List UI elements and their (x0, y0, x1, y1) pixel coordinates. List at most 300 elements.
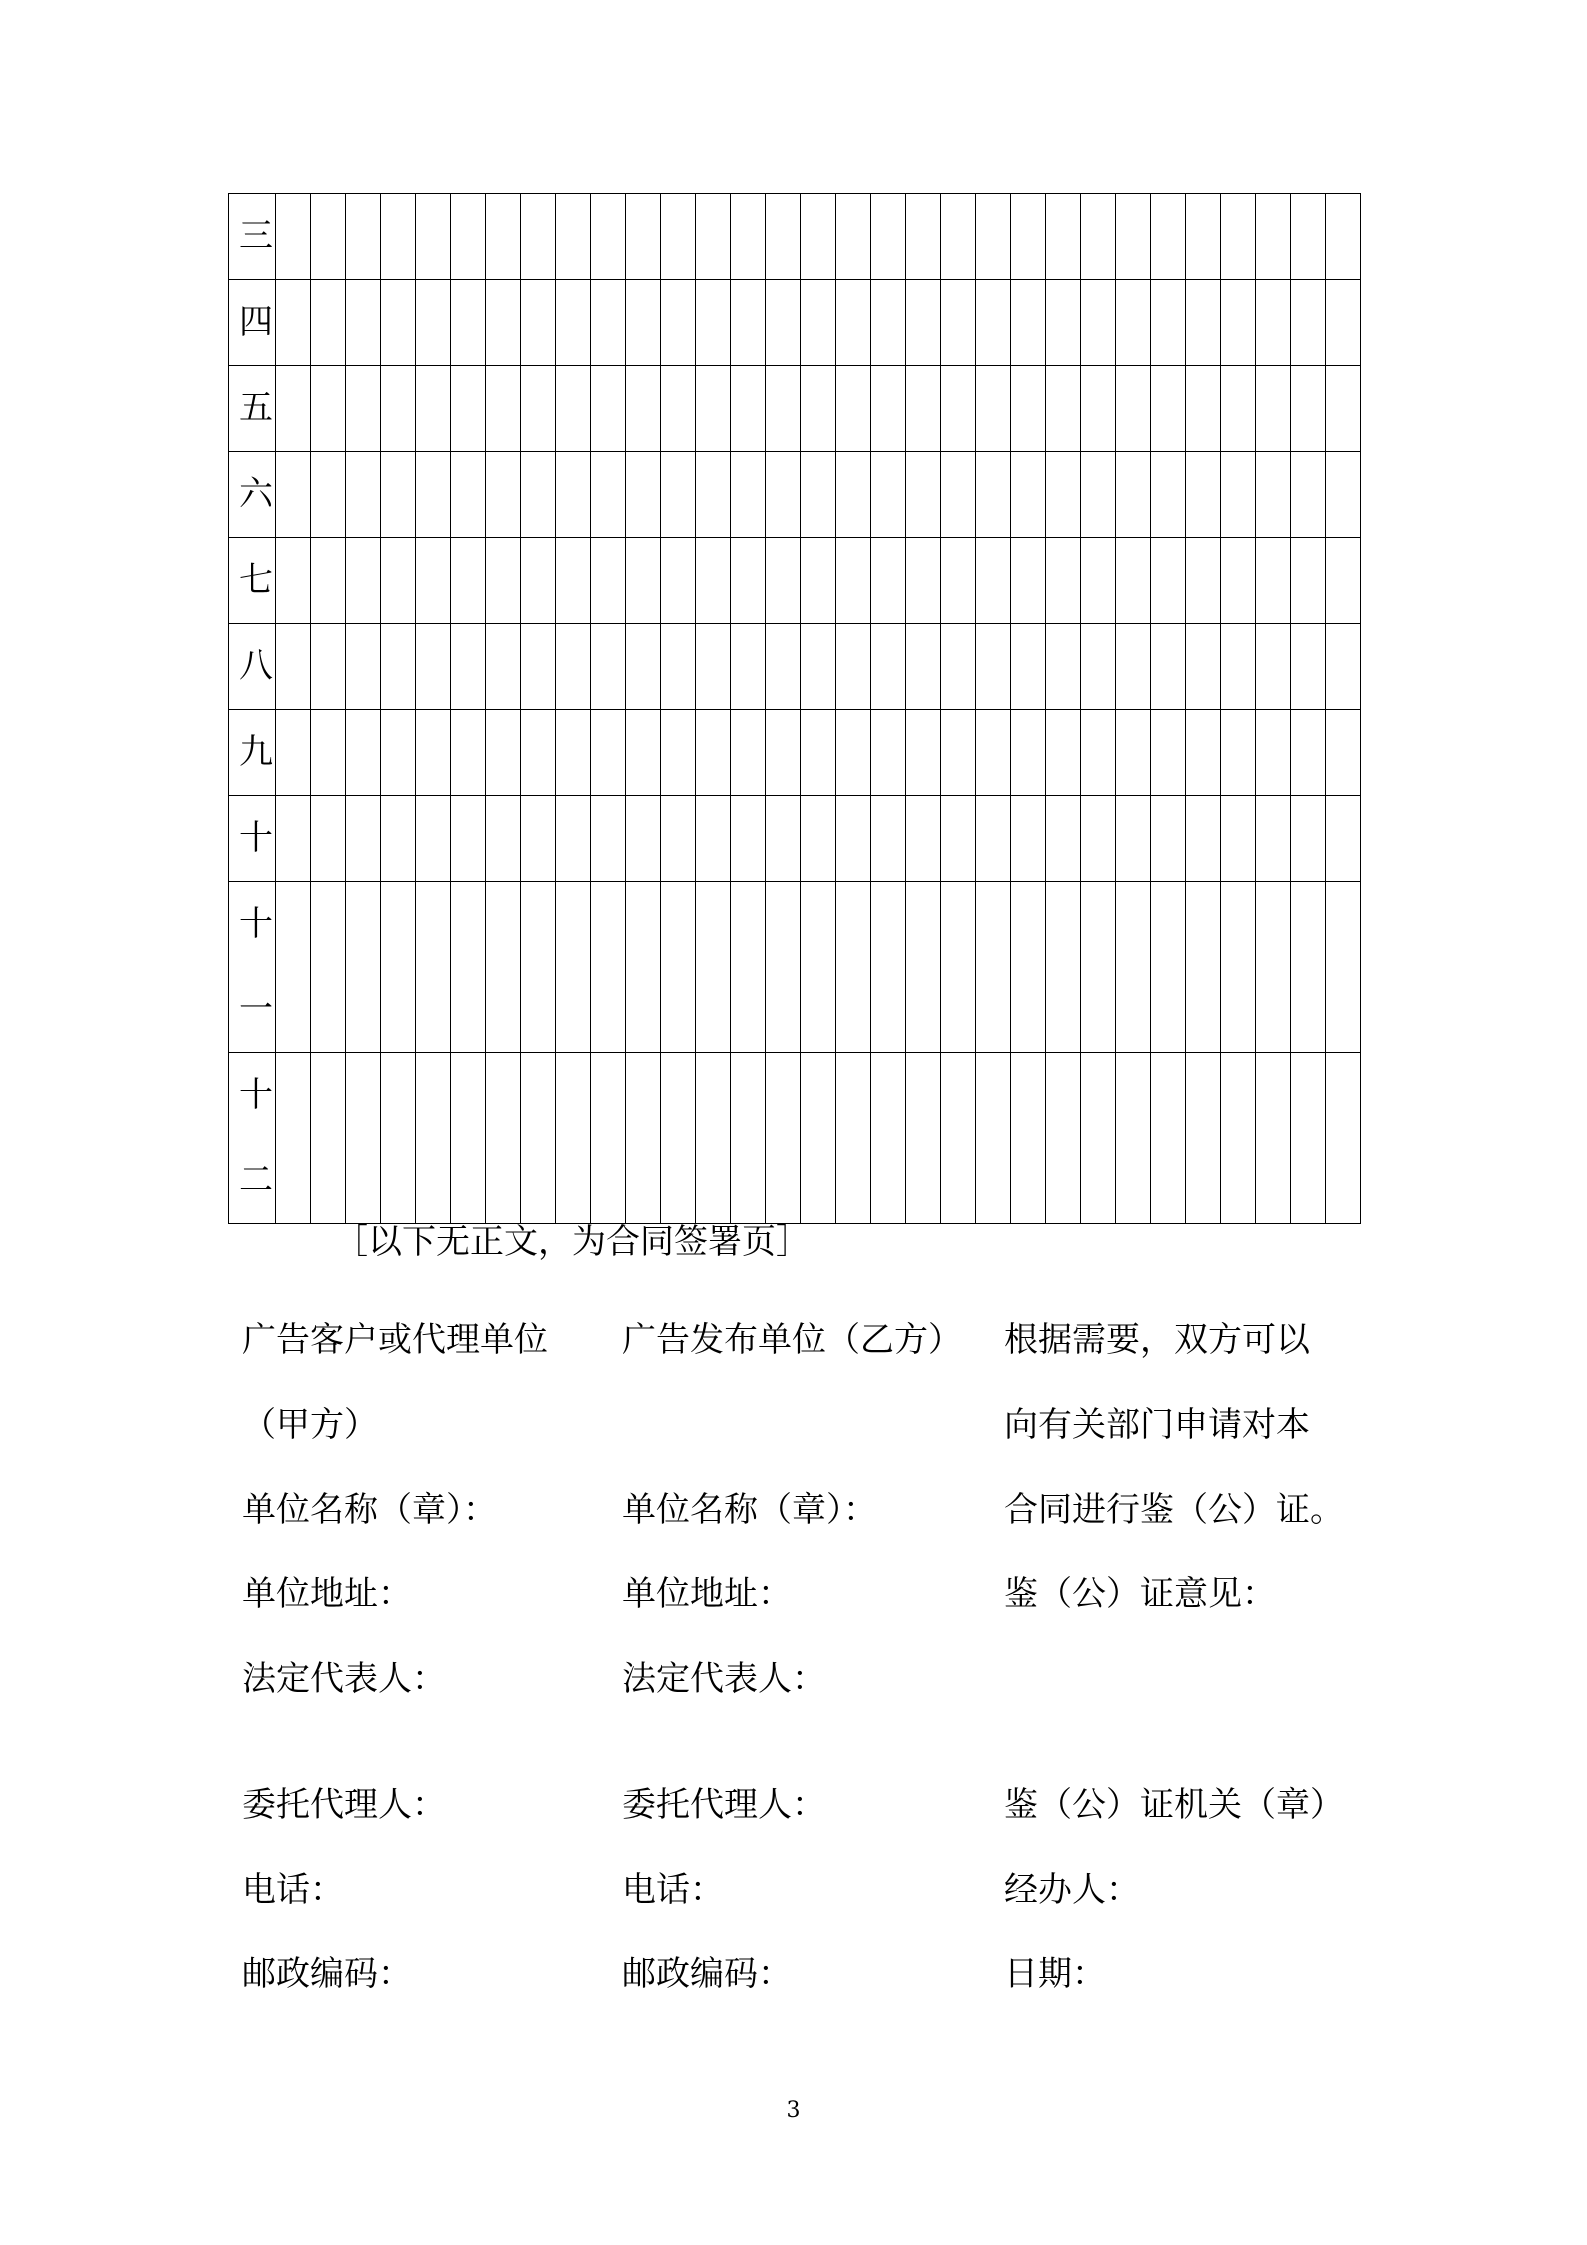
schedule-cell (1326, 882, 1361, 1053)
schedule-cell (906, 538, 941, 624)
schedule-cell (346, 452, 381, 538)
schedule-cell (346, 194, 381, 280)
schedule-cell (1291, 882, 1326, 1053)
schedule-cell (731, 194, 766, 280)
party-a-phone-field: 电话： (242, 1870, 344, 1910)
schedule-cell (451, 538, 486, 624)
schedule-cell (766, 1053, 801, 1224)
schedule-cell (486, 366, 521, 452)
schedule-cell (661, 280, 696, 366)
schedule-cell (976, 194, 1011, 280)
schedule-cell (276, 194, 311, 280)
schedule-cell (451, 624, 486, 710)
schedule-cell (556, 796, 591, 882)
schedule-cell (556, 538, 591, 624)
schedule-cell (1081, 280, 1116, 366)
schedule-cell (1326, 1053, 1361, 1224)
schedule-cell (416, 796, 451, 882)
schedule-cell (1151, 796, 1186, 882)
schedule-cell (1291, 538, 1326, 624)
schedule-cell (1326, 366, 1361, 452)
schedule-cell (1186, 452, 1221, 538)
schedule-cell (1081, 882, 1116, 1053)
schedule-cell (976, 280, 1011, 366)
schedule-cell (311, 366, 346, 452)
schedule-cell (1081, 366, 1116, 452)
schedule-cell (1186, 366, 1221, 452)
schedule-cell (1326, 452, 1361, 538)
party-b-agent-field: 委托代理人： (622, 1785, 826, 1825)
schedule-cell (1116, 796, 1151, 882)
schedule-cell (731, 882, 766, 1053)
schedule-row (229, 366, 1361, 452)
party-a-header-line1: 广告客户或代理单位 (242, 1320, 548, 1360)
schedule-grid (228, 193, 1361, 1224)
schedule-cell (381, 624, 416, 710)
schedule-cell (1151, 280, 1186, 366)
schedule-cell (591, 538, 626, 624)
schedule-cell (1046, 1053, 1081, 1224)
schedule-cell (626, 366, 661, 452)
schedule-cell (906, 624, 941, 710)
schedule-row (229, 796, 1361, 882)
schedule-cell (1291, 280, 1326, 366)
schedule-cell (381, 280, 416, 366)
schedule-cell (381, 452, 416, 538)
schedule-cell (836, 710, 871, 796)
schedule-cell (836, 796, 871, 882)
schedule-cell (381, 366, 416, 452)
schedule-cell (836, 280, 871, 366)
schedule-cell (661, 194, 696, 280)
schedule-cell (311, 194, 346, 280)
schedule-row-label: 七 (229, 538, 276, 624)
schedule-cell (416, 452, 451, 538)
schedule-cell (661, 538, 696, 624)
notary-opinion-field: 鉴（公）证意见： (1004, 1574, 1276, 1614)
schedule-cell (1291, 366, 1326, 452)
schedule-cell (486, 624, 521, 710)
schedule-cell (1221, 538, 1256, 624)
notary-date-field: 日期： (1004, 1954, 1106, 1994)
schedule-cell (1151, 1053, 1186, 1224)
schedule-cell (416, 882, 451, 1053)
schedule-cell (1011, 796, 1046, 882)
schedule-cell (1116, 366, 1151, 452)
schedule-cell (1046, 882, 1081, 1053)
schedule-cell (416, 538, 451, 624)
schedule-cell (731, 710, 766, 796)
schedule-cell (766, 194, 801, 280)
schedule-cell (871, 366, 906, 452)
schedule-cell (346, 710, 381, 796)
schedule-cell (976, 452, 1011, 538)
schedule-cell (1081, 194, 1116, 280)
schedule-cell (906, 194, 941, 280)
schedule-cell (941, 280, 976, 366)
schedule-cell (1256, 452, 1291, 538)
schedule-cell (486, 796, 521, 882)
schedule-cell (871, 882, 906, 1053)
schedule-cell (766, 624, 801, 710)
schedule-cell (1221, 796, 1256, 882)
schedule-cell (801, 796, 836, 882)
schedule-cell (906, 1053, 941, 1224)
schedule-cell (1011, 882, 1046, 1053)
schedule-cell (766, 452, 801, 538)
schedule-cell (801, 280, 836, 366)
schedule-cell (451, 796, 486, 882)
schedule-cell (276, 710, 311, 796)
schedule-cell (1221, 280, 1256, 366)
schedule-cell (1221, 1053, 1256, 1224)
schedule-cell (941, 1053, 976, 1224)
party-a-header-line2: （甲方） (242, 1405, 378, 1445)
schedule-cell (731, 1053, 766, 1224)
schedule-cell (1011, 194, 1046, 280)
schedule-cell (1291, 194, 1326, 280)
schedule-cell (591, 366, 626, 452)
schedule-cell (696, 796, 731, 882)
schedule-cell (451, 366, 486, 452)
schedule-cell (766, 280, 801, 366)
party-a-postcode-field: 邮政编码： (242, 1954, 412, 1994)
schedule-cell (1186, 280, 1221, 366)
schedule-cell (1081, 538, 1116, 624)
schedule-cell (661, 1053, 696, 1224)
schedule-cell (976, 538, 1011, 624)
schedule-cell (486, 710, 521, 796)
schedule-cell (1186, 710, 1221, 796)
schedule-cell (801, 624, 836, 710)
schedule-cell (661, 796, 696, 882)
schedule-cell (906, 452, 941, 538)
schedule-cell (1291, 452, 1326, 538)
schedule-cell (591, 882, 626, 1053)
schedule-cell (871, 194, 906, 280)
schedule-cell (346, 624, 381, 710)
schedule-cell (416, 366, 451, 452)
schedule-cell (696, 366, 731, 452)
schedule-cell (1081, 710, 1116, 796)
schedule-cell (311, 710, 346, 796)
notary-text-line1: 根据需要，双方可以 (1004, 1320, 1310, 1360)
schedule-cell (801, 452, 836, 538)
schedule-cell (626, 710, 661, 796)
schedule-cell (521, 1053, 556, 1224)
party-b-address-field: 单位地址： (622, 1574, 792, 1614)
schedule-cell (311, 280, 346, 366)
schedule-cell (626, 796, 661, 882)
schedule-cell (311, 452, 346, 538)
schedule-cell (906, 366, 941, 452)
schedule-cell (591, 796, 626, 882)
schedule-cell (731, 796, 766, 882)
schedule-cell (556, 280, 591, 366)
schedule-cell (416, 624, 451, 710)
schedule-cell (276, 538, 311, 624)
schedule-row (229, 452, 1361, 538)
schedule-cell (521, 882, 556, 1053)
schedule-cell (1256, 710, 1291, 796)
schedule-cell (1151, 452, 1186, 538)
schedule-cell (906, 710, 941, 796)
schedule-cell (1221, 194, 1256, 280)
schedule-cell (521, 538, 556, 624)
schedule-cell (451, 882, 486, 1053)
schedule-cell (941, 366, 976, 452)
page-number: 3 (786, 2098, 801, 2123)
schedule-cell (591, 1053, 626, 1224)
schedule-row-label: 十 (229, 796, 276, 882)
schedule-cell (661, 452, 696, 538)
schedule-cell (801, 1053, 836, 1224)
schedule-cell (871, 280, 906, 366)
schedule-cell (1151, 538, 1186, 624)
schedule-cell (801, 194, 836, 280)
schedule-cell (486, 538, 521, 624)
schedule-cell (381, 194, 416, 280)
schedule-cell (311, 538, 346, 624)
schedule-cell (591, 452, 626, 538)
schedule-cell (346, 796, 381, 882)
schedule-cell (1291, 624, 1326, 710)
schedule-cell (731, 452, 766, 538)
schedule-cell (1046, 796, 1081, 882)
schedule-cell (731, 366, 766, 452)
schedule-cell (486, 194, 521, 280)
schedule-cell (1081, 624, 1116, 710)
schedule-cell (521, 710, 556, 796)
schedule-cell (521, 796, 556, 882)
schedule-cell (1116, 624, 1151, 710)
schedule-cell (1256, 796, 1291, 882)
schedule-cell (1116, 194, 1151, 280)
schedule-row (229, 194, 1361, 280)
schedule-cell (521, 366, 556, 452)
schedule-cell (626, 280, 661, 366)
schedule-row (229, 710, 1361, 796)
schedule-cell (276, 1053, 311, 1224)
schedule-cell (626, 624, 661, 710)
schedule-cell (1081, 1053, 1116, 1224)
schedule-cell (1186, 624, 1221, 710)
schedule-cell (381, 538, 416, 624)
schedule-cell (906, 796, 941, 882)
schedule-cell (1046, 710, 1081, 796)
schedule-cell (1256, 194, 1291, 280)
schedule-cell (346, 366, 381, 452)
schedule-cell (976, 710, 1011, 796)
schedule-cell (521, 452, 556, 538)
schedule-row-label: 八 (229, 624, 276, 710)
schedule-cell (696, 624, 731, 710)
schedule-cell (1011, 710, 1046, 796)
party-a-name-field: 单位名称（章）： (242, 1490, 497, 1530)
schedule-cell (1116, 710, 1151, 796)
schedule-cell (836, 624, 871, 710)
schedule-cell (626, 882, 661, 1053)
schedule-cell (1116, 452, 1151, 538)
party-b-phone-field: 电话： (622, 1870, 724, 1910)
schedule-cell (696, 1053, 731, 1224)
schedule-cell (556, 710, 591, 796)
schedule-row-label: 四 (229, 280, 276, 366)
schedule-cell (311, 882, 346, 1053)
schedule-cell (836, 452, 871, 538)
schedule-cell (1221, 710, 1256, 796)
schedule-cell (1186, 1053, 1221, 1224)
schedule-cell (836, 538, 871, 624)
schedule-cell (311, 796, 346, 882)
schedule-row-label: 十一 (229, 882, 276, 1053)
schedule-cell (626, 538, 661, 624)
schedule-cell (836, 194, 871, 280)
schedule-cell (661, 882, 696, 1053)
schedule-cell (1081, 452, 1116, 538)
schedule-cell (1326, 796, 1361, 882)
no-more-text-note: ［以下无正文，为合同签署页］ (334, 1222, 810, 1262)
schedule-cell (381, 796, 416, 882)
schedule-cell (626, 452, 661, 538)
schedule-cell (1186, 796, 1221, 882)
schedule-cell (941, 796, 976, 882)
schedule-cell (276, 452, 311, 538)
schedule-cell (661, 710, 696, 796)
schedule-cell (276, 280, 311, 366)
schedule-cell (1116, 538, 1151, 624)
schedule-cell (1151, 710, 1186, 796)
schedule-cell (1151, 882, 1186, 1053)
schedule-cell (1326, 538, 1361, 624)
schedule-cell (556, 882, 591, 1053)
schedule-cell (1046, 280, 1081, 366)
schedule-cell (801, 366, 836, 452)
party-b-postcode-field: 邮政编码： (622, 1954, 792, 1994)
schedule-cell (731, 624, 766, 710)
schedule-cell (381, 710, 416, 796)
schedule-cell (1221, 624, 1256, 710)
schedule-cell (1046, 194, 1081, 280)
schedule-cell (1186, 882, 1221, 1053)
schedule-cell (276, 366, 311, 452)
schedule-cell (1291, 710, 1326, 796)
schedule-cell (486, 882, 521, 1053)
schedule-cell (591, 280, 626, 366)
schedule-cell (941, 710, 976, 796)
schedule-row (229, 882, 1361, 1053)
schedule-cell (486, 280, 521, 366)
party-a-address-field: 单位地址： (242, 1574, 412, 1614)
schedule-cell (1326, 624, 1361, 710)
schedule-cell (451, 710, 486, 796)
schedule-cell (1221, 366, 1256, 452)
schedule-cell (696, 538, 731, 624)
schedule-cell (871, 1053, 906, 1224)
schedule-cell (976, 796, 1011, 882)
schedule-cell (346, 280, 381, 366)
schedule-cell (696, 280, 731, 366)
schedule-cell (1291, 1053, 1326, 1224)
schedule-cell (1151, 624, 1186, 710)
schedule-cell (1256, 366, 1291, 452)
schedule-cell (311, 1053, 346, 1224)
schedule-cell (1046, 624, 1081, 710)
schedule-cell (941, 452, 976, 538)
schedule-cell (1186, 194, 1221, 280)
notary-text-line3: 合同进行鉴（公）证。 (1004, 1490, 1344, 1530)
schedule-cell (556, 194, 591, 280)
schedule-cell (556, 624, 591, 710)
schedule-cell (871, 710, 906, 796)
schedule-cell (836, 366, 871, 452)
schedule-cell (346, 882, 381, 1053)
schedule-cell (1256, 538, 1291, 624)
schedule-cell (976, 882, 1011, 1053)
schedule-cell (766, 882, 801, 1053)
schedule-cell (661, 366, 696, 452)
schedule-cell (521, 194, 556, 280)
schedule-cell (556, 366, 591, 452)
schedule-cell (1151, 366, 1186, 452)
schedule-cell (766, 538, 801, 624)
schedule-cell (731, 280, 766, 366)
schedule-cell (836, 1053, 871, 1224)
schedule-cell (1011, 366, 1046, 452)
schedule-cell (381, 1053, 416, 1224)
party-a-agent-field: 委托代理人： (242, 1785, 446, 1825)
schedule-cell (766, 796, 801, 882)
notary-office-field: 鉴（公）证机关（章） (1004, 1785, 1344, 1825)
schedule-cell (836, 882, 871, 1053)
schedule-cell (521, 280, 556, 366)
schedule-cell (941, 194, 976, 280)
schedule-cell (941, 624, 976, 710)
schedule-cell (1256, 882, 1291, 1053)
schedule-cell (1221, 452, 1256, 538)
schedule-cell (1221, 882, 1256, 1053)
schedule-row-label: 五 (229, 366, 276, 452)
schedule-cell (871, 624, 906, 710)
schedule-cell (556, 1053, 591, 1224)
schedule-cell (731, 538, 766, 624)
schedule-cell (1011, 1053, 1046, 1224)
schedule-cell (1046, 366, 1081, 452)
schedule-row (229, 1053, 1361, 1224)
schedule-cell (276, 796, 311, 882)
schedule-cell (521, 624, 556, 710)
schedule-cell (1081, 796, 1116, 882)
schedule-cell (871, 452, 906, 538)
schedule-cell (1116, 1053, 1151, 1224)
schedule-cell (976, 366, 1011, 452)
schedule-cell (941, 882, 976, 1053)
notary-text-line2: 向有关部门申请对本 (1004, 1405, 1310, 1445)
schedule-cell (416, 280, 451, 366)
schedule-cell (1186, 538, 1221, 624)
schedule-cell (661, 624, 696, 710)
party-b-legal-rep-field: 法定代表人： (622, 1659, 826, 1699)
schedule-cell (1011, 624, 1046, 710)
schedule-cell (451, 280, 486, 366)
schedule-row-label: 十二 (229, 1053, 276, 1224)
schedule-row-label: 三 (229, 194, 276, 280)
schedule-cell (871, 538, 906, 624)
schedule-cell (1046, 452, 1081, 538)
party-b-name-field: 单位名称（章）： (622, 1490, 877, 1530)
schedule-cell (591, 710, 626, 796)
schedule-cell (871, 796, 906, 882)
